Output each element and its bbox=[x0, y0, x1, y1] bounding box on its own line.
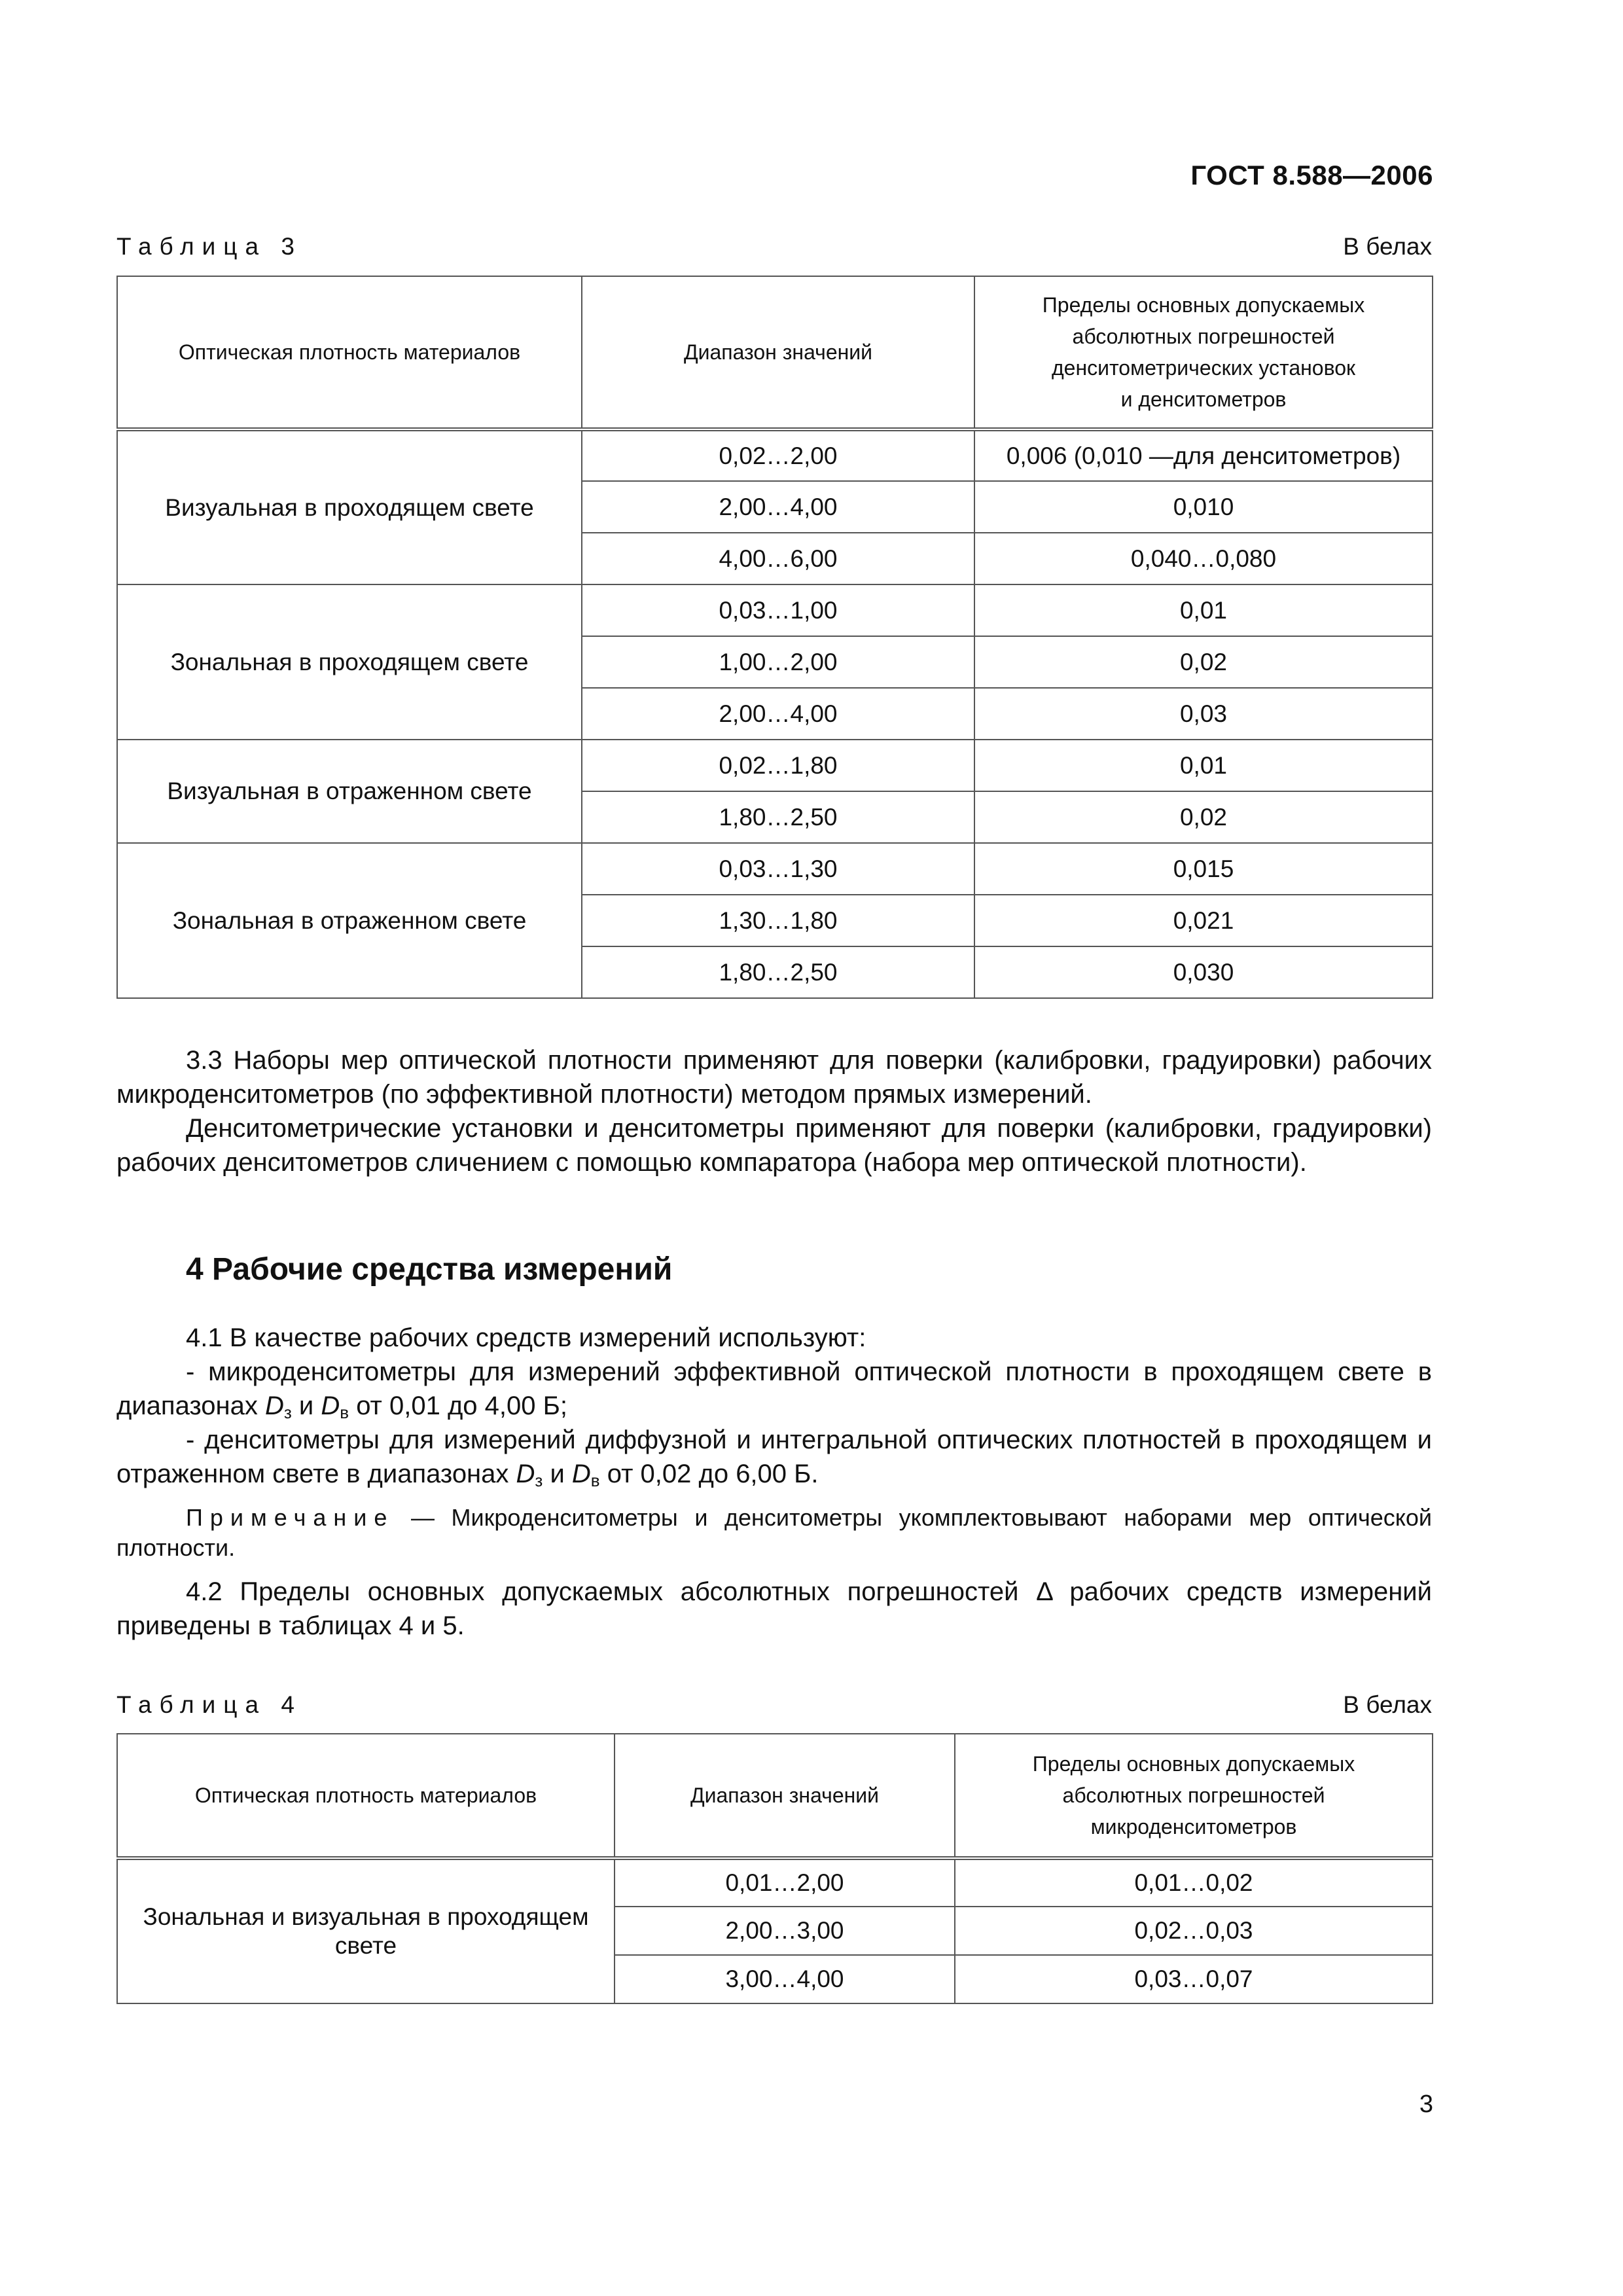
table3-material-cell: Зональная в отраженном свете bbox=[117, 843, 582, 998]
table3-range-cell: 2,00…4,00 bbox=[582, 481, 974, 533]
table4-limit-cell: 0,03…0,07 bbox=[955, 1955, 1433, 2003]
table4-unit: В белах bbox=[1343, 1691, 1432, 1718]
table3-range-cell: 1,80…2,50 bbox=[582, 791, 974, 843]
table3-range-cell: 0,02…2,00 bbox=[582, 429, 974, 481]
table3-material-cell: Зональная в проходящем свете bbox=[117, 584, 582, 740]
list-item: - микроденситометры для измерений эффективной оптической плотности в проходящем свете в диапазонах $D_з$ и $D_в$ от 0,01 до 4,00 Б; bbox=[116, 1357, 1432, 1422]
table3-range-cell: 1,80…2,50 bbox=[582, 946, 974, 998]
table3-caption: Таблица 3 bbox=[116, 233, 302, 260]
table3-limit-cell: 0,021 bbox=[974, 895, 1433, 946]
table4-limit-cell: 0,01…0,02 bbox=[955, 1858, 1433, 1907]
table3-range-cell: 4,00…6,00 bbox=[582, 533, 974, 584]
table3-limit-cell: 0,015 bbox=[974, 843, 1433, 895]
note bbox=[116, 1503, 1432, 1563]
table-row bbox=[117, 1858, 1433, 1907]
table4-range-cell: 0,01…2,00 bbox=[615, 1858, 955, 1907]
table4-header-material: Оптическая плотность материалов bbox=[117, 1734, 615, 1858]
note-text: — Микроденситометры и денситометры укомплектовывают наборами мер оптической плотности. bbox=[116, 1504, 1432, 1561]
table3-range-cell: 2,00…4,00 bbox=[582, 688, 974, 740]
table4-caption: Таблица 4 bbox=[116, 1691, 302, 1718]
table3-header-material: Оптическая плотность материалов bbox=[117, 276, 582, 429]
table3-limit-cell: 0,006 (0,010 —для денситометров) bbox=[974, 429, 1433, 481]
table3-header-limits: Пределы основных допускаемых абсолютных погрешностей денситометрических установок и денситометров bbox=[974, 276, 1433, 429]
page-number: 3 bbox=[1419, 2090, 1433, 2118]
table4-header-limits: Пределы основных допускаемых абсолютных погрешностей микроденситометров bbox=[955, 1734, 1433, 1858]
table3 bbox=[116, 276, 1433, 999]
table3-range-cell: 0,03…1,00 bbox=[582, 584, 974, 636]
table3-range-cell: 0,03…1,30 bbox=[582, 843, 974, 895]
paragraph-3-3 bbox=[116, 1043, 1432, 1179]
paragraph-4-2: 4.2 Пределы основных допускаемых абсолютных погрешностей Δ рабочих средств измерений приведены в таблицах 4 и 5. bbox=[116, 1577, 1432, 1640]
table3-material-cell: Визуальная в отраженном свете bbox=[117, 740, 582, 843]
table4-range-cell: 3,00…4,00 bbox=[615, 1955, 955, 2003]
table3-limit-cell: 0,01 bbox=[974, 740, 1433, 791]
table-row bbox=[117, 843, 1433, 895]
section-4-heading: 4 Рабочие средства измерений bbox=[186, 1252, 673, 1287]
table3-header-range: Диапазон значений bbox=[582, 276, 974, 429]
note-label: Примечание bbox=[186, 1504, 395, 1531]
table3-caption-row bbox=[116, 233, 1432, 260]
table4-caption-row bbox=[116, 1691, 1432, 1719]
paragraph-3-3-p1: 3.3 Наборы мер оптической плотности применяют для поверки (калибровки, градуировки) рабочих микроденситометров (по эффективной плотности) методом прямых измерений. bbox=[116, 1046, 1432, 1109]
table3-unit: В белах bbox=[1343, 233, 1432, 260]
table3-limit-cell: 0,040…0,080 bbox=[974, 533, 1433, 584]
section-4-body bbox=[116, 1321, 1432, 1643]
paragraph-3-3-p2: Денситометрические установки и денситометры применяют для поверки (калибровки, градуировки) рабочих денситометров сличением с помощью компаратора (набора мер оптической плотности). bbox=[116, 1114, 1432, 1177]
table4-material-cell: Зональная и визуальная в проходящем свете bbox=[117, 1858, 615, 2003]
table-row bbox=[117, 740, 1433, 791]
table3-range-cell: 1,30…1,80 bbox=[582, 895, 974, 946]
table3-limit-cell: 0,01 bbox=[974, 584, 1433, 636]
table3-limit-cell: 0,010 bbox=[974, 481, 1433, 533]
table4 bbox=[116, 1733, 1433, 2004]
table4-range-cell: 2,00…3,00 bbox=[615, 1907, 955, 1955]
table3-range-cell: 0,02…1,80 bbox=[582, 740, 974, 791]
table-row bbox=[117, 584, 1433, 636]
table3-range-cell: 1,00…2,00 bbox=[582, 636, 974, 688]
table3-limit-cell: 0,030 bbox=[974, 946, 1433, 998]
table4-limit-cell: 0,02…0,03 bbox=[955, 1907, 1433, 1955]
list-item: - денситометры для измерений диффузной и интегральной оптических плотностей в проходящем и отраженном свете в диапазонах $D_з$ и $D_в$ от 0,02 до 6,00 Б. bbox=[116, 1426, 1432, 1490]
table3-limit-cell: 0,02 bbox=[974, 636, 1433, 688]
paragraph-4-1: 4.1 В качестве рабочих средств измерений используют: bbox=[186, 1323, 866, 1352]
document-code: ГОСТ 8.588—2006 bbox=[1190, 160, 1433, 190]
table3-limit-cell: 0,03 bbox=[974, 688, 1433, 740]
table3-material-cell: Визуальная в проходящем свете bbox=[117, 429, 582, 584]
table3-limit-cell: 0,02 bbox=[974, 791, 1433, 843]
table4-header-range: Диапазон значений bbox=[615, 1734, 955, 1858]
table-row bbox=[117, 429, 1433, 481]
